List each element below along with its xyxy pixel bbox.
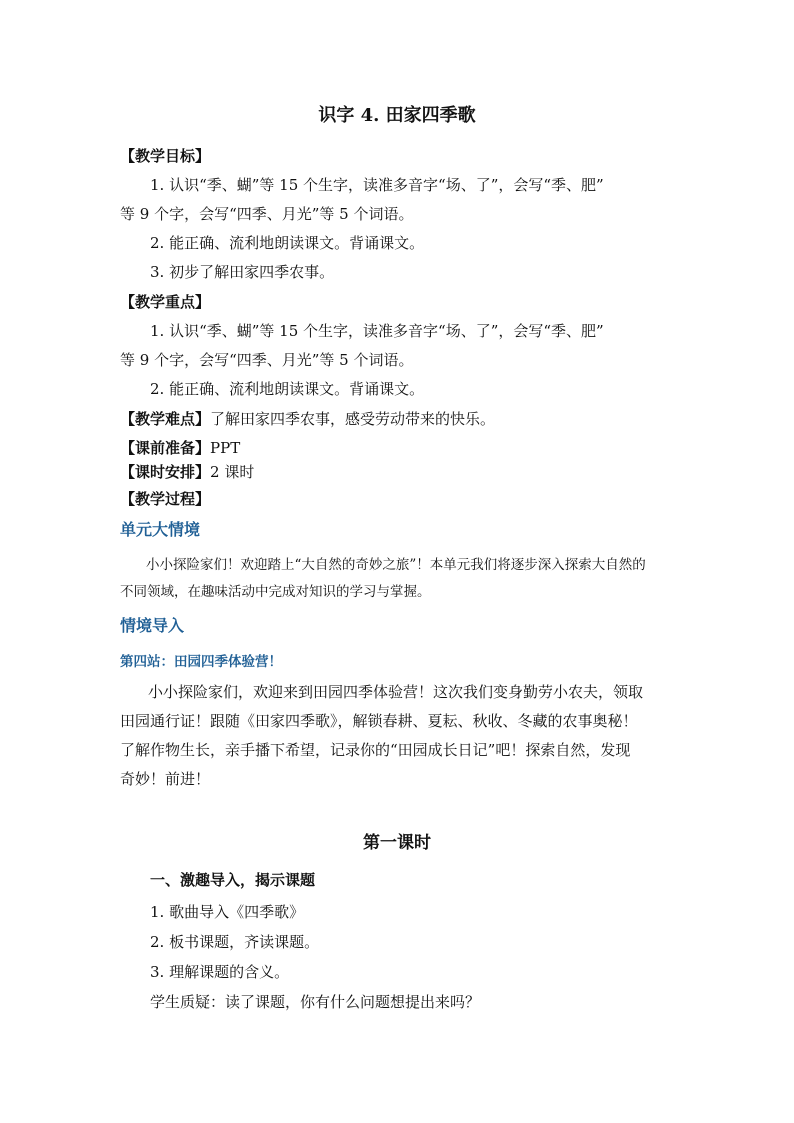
preparation-text: PPT xyxy=(210,439,241,457)
objectives-item-3: 3. 初步了解田家四季农事。 xyxy=(150,263,335,281)
preparation-row xyxy=(120,438,240,458)
difficulty-row xyxy=(120,409,495,429)
unit-context-line-1: 小小探险家们！欢迎踏上“大自然的奇妙之旅”！本单元我们将逐步深入探索大自然的 xyxy=(146,557,646,573)
situation-intro-line-3: 了解作物生长，亲手播下希望，记录你的“田园成长日记”吧！探索自然，发现 xyxy=(120,741,631,759)
key-points-heading: 【教学重点】 xyxy=(120,293,211,311)
key-points-item-1-line-2: 等 9 个字，会写“四季、月光”等 5 个词语。 xyxy=(120,351,414,369)
difficulty-text: 了解田家四季农事，感受劳动带来的快乐。 xyxy=(210,410,496,428)
situation-intro-line-2: 田园通行证！跟随《田家四季歌》，解锁春耕、夏耘、秋收、冬藏的农事奥秘！ xyxy=(120,712,638,730)
lesson-question: 学生质疑：读了课题，你有什么问题想提出来吗？ xyxy=(150,993,481,1011)
process-heading: 【教学过程】 xyxy=(120,490,211,508)
situation-intro-heading: 情境导入 xyxy=(120,616,185,635)
schedule-label: 【课时安排】 xyxy=(120,463,211,481)
unit-context-heading: 单元大情境 xyxy=(120,520,201,539)
station-subheading: 第四站：田园四季体验营！ xyxy=(120,654,282,670)
unit-context-line-2: 不同领域，在趣味活动中完成对知识的学习与掌握。 xyxy=(120,584,431,600)
lesson-step-1: 1. 歌曲导入《四季歌》 xyxy=(150,903,305,921)
lesson-section-1-heading: 一、激趣导入，揭示课题 xyxy=(150,871,316,889)
schedule-row xyxy=(120,462,254,482)
objectives-item-1-line-2: 等 9 个字，会写“四季、月光”等 5 个词语。 xyxy=(120,205,414,223)
objectives-heading: 【教学目标】 xyxy=(120,147,211,165)
preparation-label: 【课前准备】 xyxy=(120,439,211,457)
difficulty-label: 【教学难点】 xyxy=(120,410,211,428)
objectives-item-2: 2. 能正确、流利地朗读课文。背诵课文。 xyxy=(150,234,425,252)
document-title: 识字 4. 田家四季歌 xyxy=(318,105,476,126)
situation-intro-line-1: 小小探险家们，欢迎来到田园四季体验营！这次我们变身勤劳小农夫，领取 xyxy=(148,683,644,701)
schedule-text: 2 课时 xyxy=(210,463,255,481)
key-points-item-2: 2. 能正确、流利地朗读课文。背诵课文。 xyxy=(150,380,425,398)
objectives-item-1-line-1: 1. 认识“季、蝴”等 15 个生字，读准多音字“场、了”，会写“季、肥” xyxy=(150,176,604,194)
key-points-item-1-line-1: 1. 认识“季、蝴”等 15 个生字，读准多音字“场、了”，会写“季、肥” xyxy=(150,322,604,340)
lesson-step-3: 3. 理解课题的含义。 xyxy=(150,963,290,981)
lesson-step-2: 2. 板书课题，齐读课题。 xyxy=(150,933,320,951)
lesson-title: 第一课时 xyxy=(363,833,431,853)
situation-intro-line-4: 奇妙！前进！ xyxy=(120,770,211,788)
